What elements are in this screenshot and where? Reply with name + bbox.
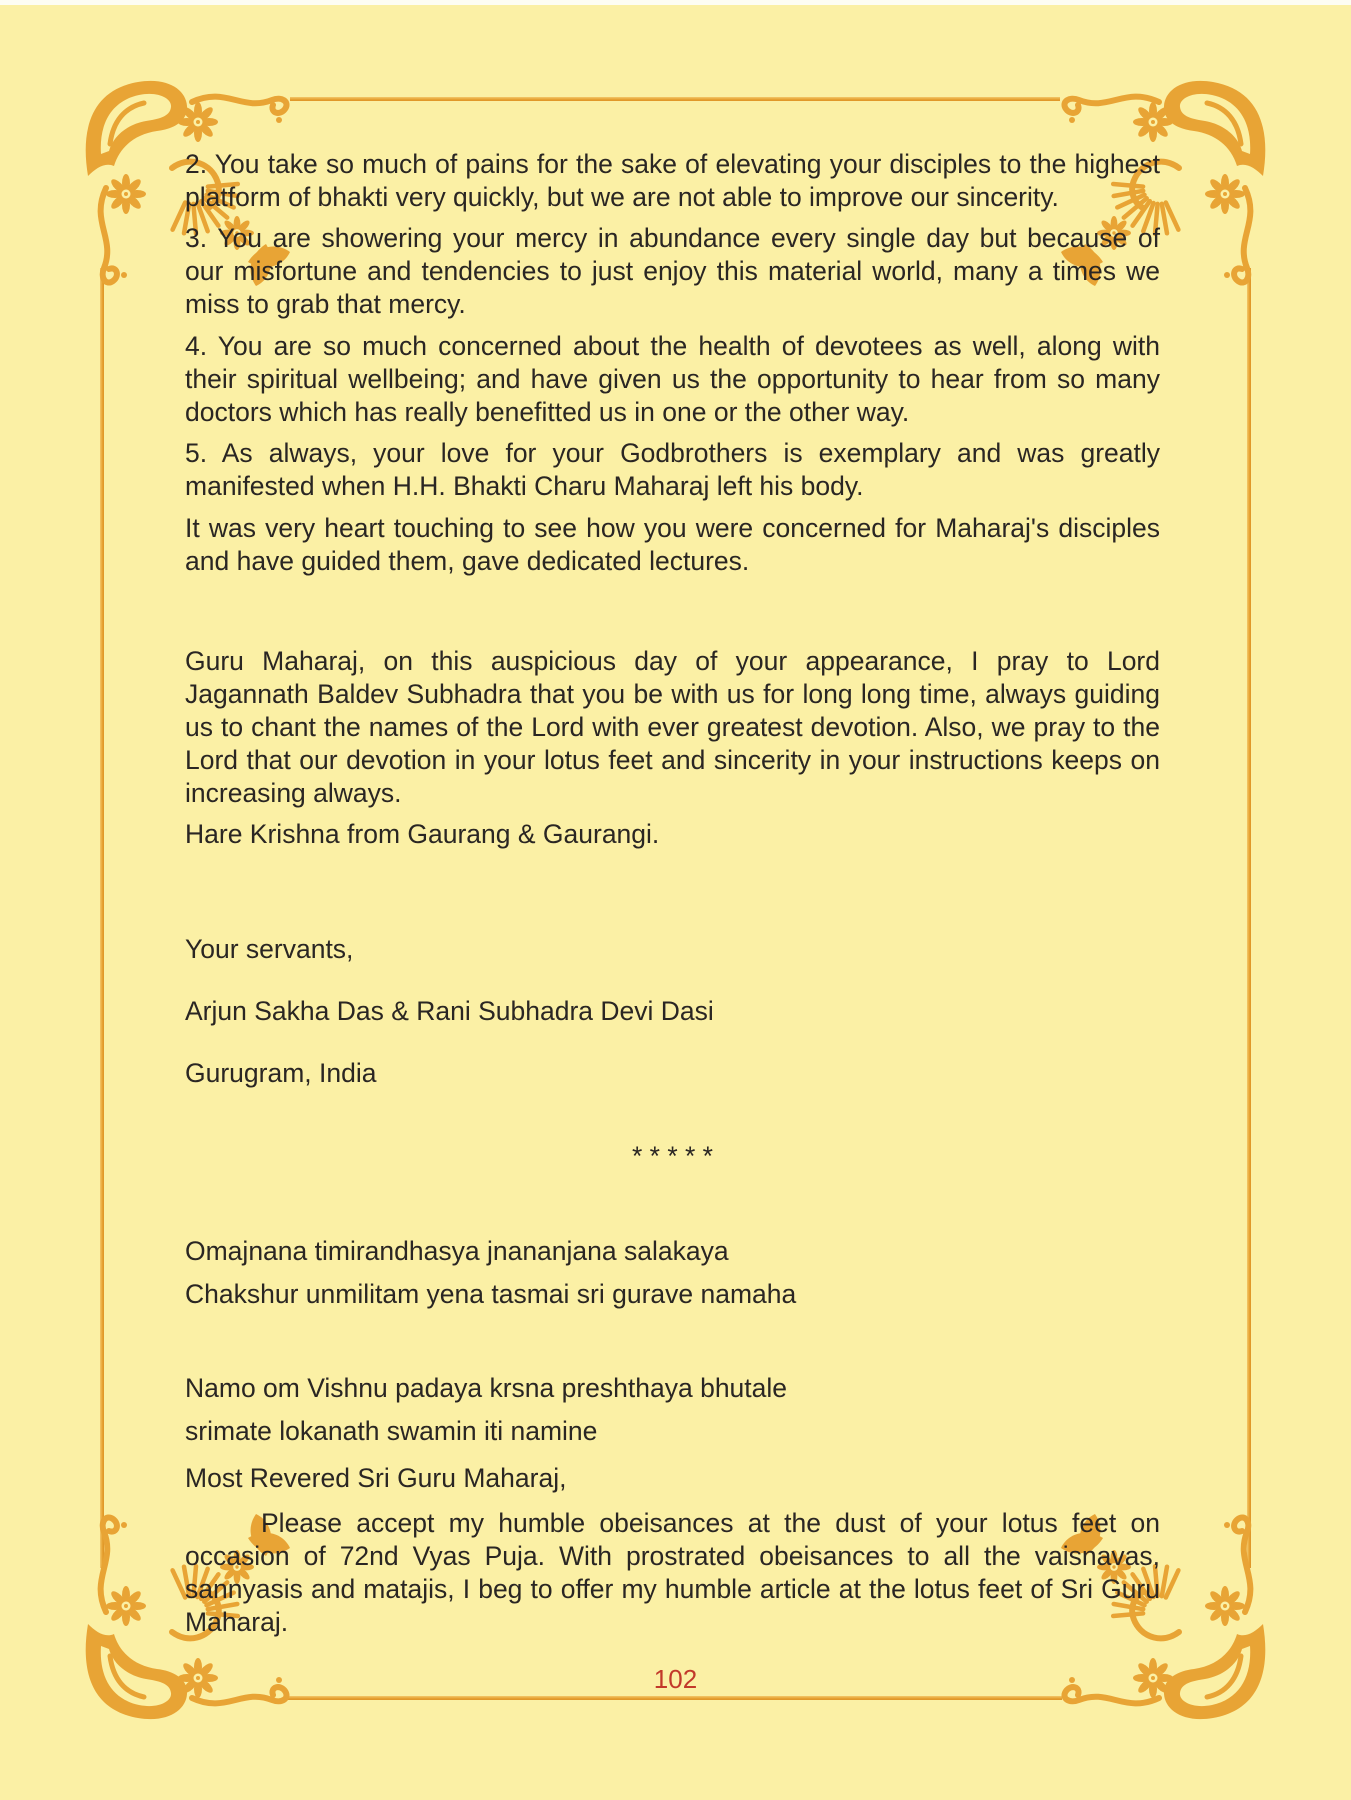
- frame-left-line: [100, 268, 104, 1568]
- body-paragraph-heart: It was very heart touching to see how you were concerned for Maharaj's disciples and have guided them, gave dedicated lectures.: [185, 513, 1160, 576]
- asterisk-separator: * * * * *: [631, 1141, 713, 1171]
- scan-edge: [0, 0, 1351, 5]
- salutation: Most Revered Sri Guru Maharaj,: [185, 1463, 567, 1493]
- body-paragraph-guru-maharaj: Guru Maharaj, on this auspicious day of your appearance, I pray to Lord Jagannath Baldev Subhadra that you be with us for long long time, always guiding us to chant the names of the Lord with ever greatest devotion. Also, we pray to the Lord that our devotion in your lotus feet and sincerity in your instructions keeps on increasing always.: [185, 646, 1160, 808]
- frame-top-line: [290, 97, 1060, 101]
- signoff-place: Gurugram, India: [185, 1058, 377, 1088]
- verse2-line1: Namo om Vishnu padaya krsna preshthaya bhutale: [185, 1373, 788, 1403]
- body-paragraph-obeisances: Please accept my humble obeisances at the dust of your lotus feet on occasion of 72nd Vyas Puja. With prostrated obeisances to all the vaisnavas, sannyasis and matajis, I beg to offer my humble article at the lotus feet of Sri Guru Maharaj.: [185, 1508, 1160, 1637]
- body-paragraph-4: 4. You are so much concerned about the health of devotees as well, along with their spiritual wellbeing; and have given us the opportunity to hear from so many doctors which has really benefitted us in one or the other way.: [185, 331, 1160, 427]
- body-paragraph-hare-krishna: Hare Krishna from Gaurang & Gaurangi.: [185, 819, 660, 849]
- body-paragraph-5: 5. As always, your love for your Godbrothers is exemplary and was greatly manifested when H.H. Bhakti Charu Maharaj left his body.: [185, 438, 1160, 501]
- frame-right-line: [1247, 268, 1251, 1568]
- verse1-line1: Omajnana timirandhasya jnananjana salakaya: [185, 1236, 729, 1266]
- signoff-names: Arjun Sakha Das & Rani Subhadra Devi Dasi: [185, 996, 714, 1026]
- verse1-line2: Chakshur unmilitam yena tasmai sri gurave namaha: [185, 1279, 797, 1309]
- frame-bottom-line: [288, 1696, 1062, 1700]
- signoff-your-servants: Your servants,: [185, 934, 354, 964]
- body-paragraph-3: 3. You are showering your mercy in abundance every single day but because of our misfortune and tendencies to just enjoy this material world, many a times we miss to grab that mercy.: [185, 223, 1160, 319]
- verse2-line2: srimate lokanath swamin iti namine: [185, 1416, 598, 1446]
- letter-body: [185, 148, 1160, 1639]
- body-paragraph-2: 2. You take so much of pains for the sake of elevating your disciples to the highest platform of bhakti very quickly, but we are not able to improve our sincerity.: [185, 149, 1160, 212]
- page-number: 102: [653, 1664, 698, 1694]
